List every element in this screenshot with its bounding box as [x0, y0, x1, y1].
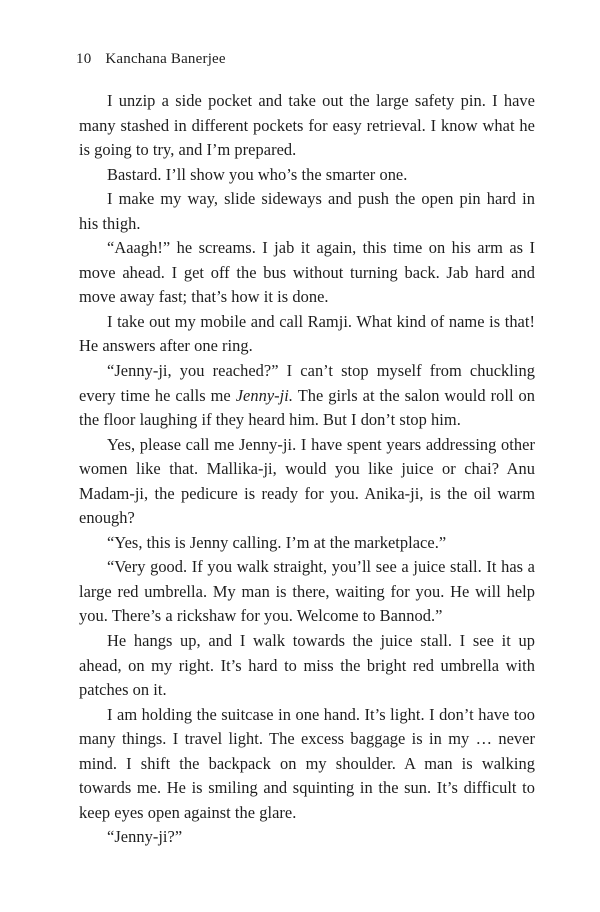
emphasis-text: Jenny-ji.	[235, 385, 294, 405]
author-name: Kanchana Banerjee	[105, 51, 226, 67]
paragraph: “Jenny-ji?”	[107, 827, 183, 847]
paragraph: I am holding the suitcase in one hand. It’s light. I don’t have too many things. I travel light. The excess baggage is in my … never mind. I shift the backpack on my shoulder. A man is walking towards me. He is smiling and squinting in the sun. It’s difficult to keep eyes open against the glare.	[79, 704, 535, 822]
page-number: 10	[76, 51, 92, 67]
paragraph: He hangs up, and I walk towards the juice stall. I see it up ahead, on my right. It’s hard to miss the bright red umbrella with patches on it.	[79, 631, 535, 700]
running-head	[76, 51, 226, 68]
paragraph: Bastard. I’ll show you who’s the smarter one.	[107, 164, 408, 184]
paragraph: I take out my mobile and call Ramji. What kind of name is that! He answers after one ring.	[79, 311, 535, 356]
paragraph: Yes, please call me Jenny-ji. I have spent years addressing other women like that. Mallika-ji, would you like juice or chai? Anu Madam-ji, the pedicure is ready for you. Anika-ji, is the oil warm enough?	[79, 434, 535, 528]
paragraph: “Very good. If you walk straight, you’ll see a juice stall. It has a large red umbrella. My man is there, waiting for you. He will help you. There’s a rickshaw for you. Welcome to Bannod.”	[79, 557, 535, 626]
paragraph-text: “Jenny-ji, you reached?” I can’t stop myself from chuckling every time he calls me	[79, 361, 535, 405]
paragraph: I unzip a side pocket and take out the large safety pin. I have many stashed in different pockets for easy retrieval. I know what he is going to try, and I’m prepared.	[79, 91, 535, 160]
paragraph: I make my way, slide sideways and push the open pin hard in his thigh.	[79, 189, 535, 233]
paragraph-text: The girls at the salon would roll on the floor laughing if they heard him. But I don’t stop him.	[79, 385, 535, 430]
body-text	[79, 89, 535, 850]
paragraph: “Yes, this is Jenny calling. I’m at the marketplace.”	[107, 532, 447, 552]
paragraph	[79, 359, 535, 433]
paragraph: “Aaagh!” he screams. I jab it again, this time on his arm as I move ahead. I get off the bus without turning back. Jab hard and move away fast; that’s how it is done.	[79, 238, 535, 307]
